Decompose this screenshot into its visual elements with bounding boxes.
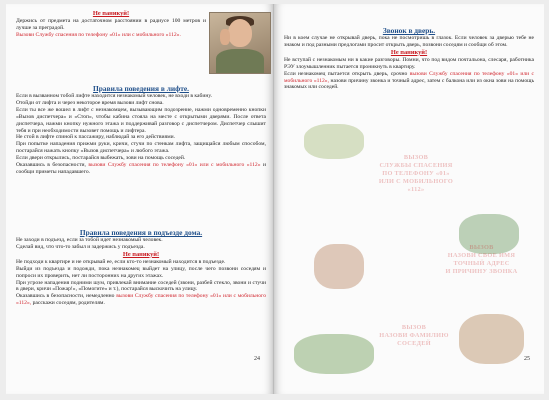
entrance-rule: Сделай вид, что что-то забыл и задержись у подъезда. xyxy=(16,243,145,250)
entrance-section xyxy=(16,228,266,307)
intro-call: Вызови Службу спасения по телефону «01» или с мобильного «112». xyxy=(16,31,181,38)
faded-caption: ВЫЗОВ НАЗОВИ ФАМИЛИЮ СОСЕДЕЙ xyxy=(379,324,449,347)
door-rule: Не вступай с незнакомым ни в какие разговоры. Помни, что под видом почтальона, слесаря, работника РЭУ злоумышленник пытается проникнуть в квартиру. xyxy=(284,56,534,70)
door-section xyxy=(284,26,534,91)
elevator-rule: Отойди от лифта и через некоторое время вызови лифт снова. xyxy=(16,99,164,106)
elevator-call: Оказавшись в безопасности, вызови Службу спасения по телефону «01» или с мобильного «112» и сообщи приметы нападавшего. xyxy=(16,162,267,175)
intro-text: Держись от предмета на достаточном расстоянии в радиусе 100 метров и лучше за преградой. xyxy=(16,18,206,31)
left-page xyxy=(6,4,274,394)
elevator-rule: При попытке нападения прижми руки, кричи, стучи по стенкам лифта, защищайся любым способом, постарайся нажать кнопку «Вызов диспетчера» и любого этажа. xyxy=(16,141,266,155)
elevator-rule: Если в вызванном тобой лифте находится незнакомый человек, не входи в кабину. xyxy=(16,93,212,99)
entrance-title: Правила поведения в подъезде дома. xyxy=(79,228,203,237)
warning-heading: Не паникуй! xyxy=(92,10,130,17)
faded-caption: ВЫЗОВ СЛУЖБЫ СПАСЕНИЯ ПО ТЕЛЕФОНУ «01» ИЛИ С МОБИЛЬНОГО «112» xyxy=(378,154,454,193)
page-number: 25 xyxy=(524,356,530,362)
entrance-call: Оказавшись в безопасности, немедленно вызови Службу спасения по телефону «01» или с мобильного «112», расскажи соседям, родителям. xyxy=(16,293,266,307)
door-rule: Ни в коем случае не открывай дверь, пока не посмотришь в глазок. Если человек за дверью тебе не знаком и под разными предлогами просит открыть дверь, позвони соседям и сообщи об этом. xyxy=(284,35,534,48)
warning-heading: Не паникуй! xyxy=(390,48,428,56)
elevator-rule: Если двери открылись, постарайся выбежать, зови на помощь соседей. xyxy=(16,155,186,162)
elevator-section xyxy=(16,84,266,176)
entrance-rule: При угрозе нападения подними шум, привлекай внимание соседей (звони, разбей стекло, звони и стучи в двери, кричи «Пожар!», «Помогите» и т.), постарайся выскочить на улицу. xyxy=(16,279,266,293)
background-illustration xyxy=(294,334,374,374)
door-title: Звонок в дверь. xyxy=(382,26,436,35)
page-number: 24 xyxy=(254,356,260,362)
entrance-rule: Не заходи в подъезд, если за тобой идет незнакомый человек. xyxy=(16,237,163,243)
background-illustration xyxy=(459,314,524,364)
man-on-phone-photo xyxy=(209,12,271,74)
background-illustration xyxy=(304,124,364,159)
faded-caption: ВЫЗОВ НАЗОВИ СВОЕ ИМЯ ТОЧНЫЙ АДРЕС И ПРИЧИНУ ЗВОНКА xyxy=(445,244,518,275)
background-illustration xyxy=(314,244,364,289)
entrance-rule: Выйди из подъезда и подожди, пока незнакомец выйдет на улицу, после чего позвони соседям и попроси их проверить, нет ли посторонних на других этажах. xyxy=(16,265,266,279)
elevator-title: Правила поведения в лифте. xyxy=(93,84,189,93)
elevator-rule: Если ты все же вошел в лифт с незнакомцем, вызывающим подозрение, нажми одновременно кнопки «Вызов диспетчера» и «Стоп», чтобы кабина стояла на месте с открытыми дверями. После ответа диспетчера, нажми кнопку нужного этажа и поддерживай разговор с диспетчером. Диспетчер слышит тебя и при необходимости вызовет помощь и лифтера. xyxy=(16,106,266,134)
intro-block xyxy=(16,10,206,39)
right-page xyxy=(274,4,544,394)
warning-heading: Не паникуй! xyxy=(122,250,160,258)
entrance-rule: Не подходи к квартире и не открывай ее, если кто-то незнакомый находится в подъезде. xyxy=(16,258,226,265)
door-call: Если незнакомец пытается открыть дверь, срочно вызови Службу спасения по телефону «01» или с мобильного «112», назови причину звонка и точный адрес, затем с балкона или из окна зови на помощь знакомых или соседей. xyxy=(284,70,534,91)
elevator-rule: Не стой в лифте спиной к пассажиру, наблюдай за его действиями. xyxy=(16,134,176,141)
phone-hand-icon xyxy=(220,29,230,45)
